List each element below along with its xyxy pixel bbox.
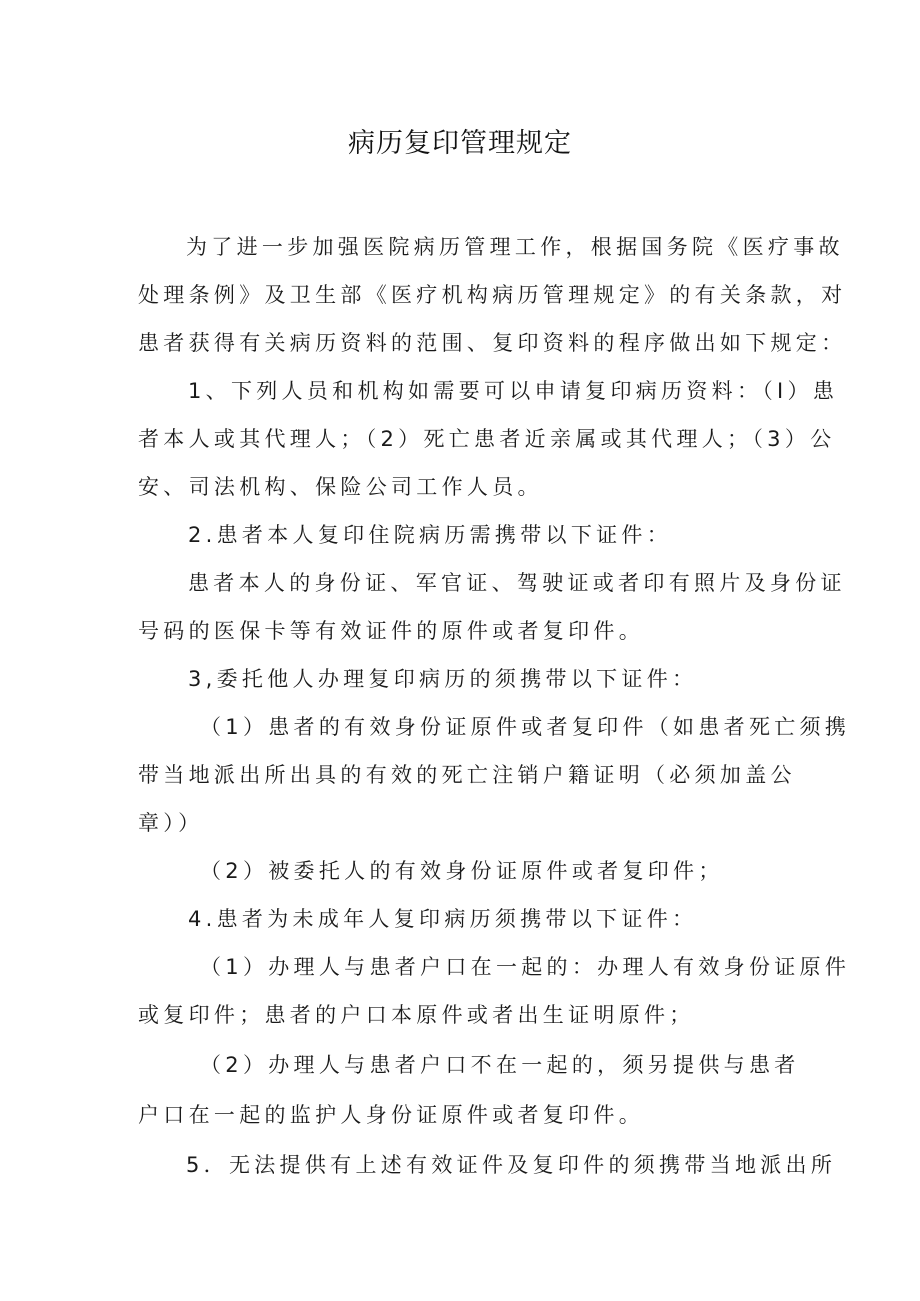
paragraph-line: 者本人或其代理人；（2）死亡患者近亲属或其代理人；（3）公 <box>138 427 836 451</box>
paragraph-line: 户口在一起的监护人身份证原件或者复印件。 <box>138 1103 644 1127</box>
paragraph-line: 带当地派出所出具的有效的死亡注销户籍证明（必须加盖公 <box>138 763 796 787</box>
paragraph-line: （1）患者的有效身份证原件或者复印件（如患者死亡须携 <box>200 715 851 739</box>
paragraph-line: 或复印件；患者的户口本原件或者出生证明原件； <box>138 1003 695 1027</box>
paragraph-line: 2.患者本人复印住院病历需携带以下证件： <box>188 523 673 547</box>
paragraph-line: 患者获得有关病历资料的范围、复印资料的程序做出如下规定： <box>138 331 847 355</box>
paragraph-line: 处理条例》及卫生部《医疗机构病历管理规定》的有关条款，对 <box>138 283 847 307</box>
paragraph-line: （2）办理人与患者户口不在一起的，须另提供与患者 <box>200 1053 800 1077</box>
paragraph-line: 安、司法机构、保险公司工作人员。 <box>138 475 543 499</box>
paragraph-line: （1）办理人与患者户口在一起的：办理人有效身份证原件 <box>200 955 851 979</box>
paragraph-line: 3,委托他人办理复印病历的须携带以下证件： <box>188 667 698 691</box>
paragraph-line: （2）被委托人的有效身份证原件或者复印件； <box>200 859 724 883</box>
paragraph-line: 为了进一步加强医院病历管理工作，根据国务院《医疗事故 <box>186 235 844 259</box>
document-title: 病历复印管理规定 <box>348 128 572 159</box>
paragraph-line: 4.患者为未成年人复印病历须携带以下证件： <box>188 907 698 931</box>
paragraph-line: 患者本人的身份证、军官证、驾驶证或者印有照片及身份证 <box>188 571 846 595</box>
paragraph-line: 章）） <box>138 811 204 835</box>
paragraph-line: 号码的医保卡等有效证件的原件或者复印件。 <box>138 619 644 643</box>
paragraph-line: 5．无法提供有上述有效证件及复印件的须携带当地派出所 <box>186 1153 837 1177</box>
paragraph-line: 1、下列人员和机构如需要可以申请复印病历资料：（I）患 <box>188 379 839 403</box>
